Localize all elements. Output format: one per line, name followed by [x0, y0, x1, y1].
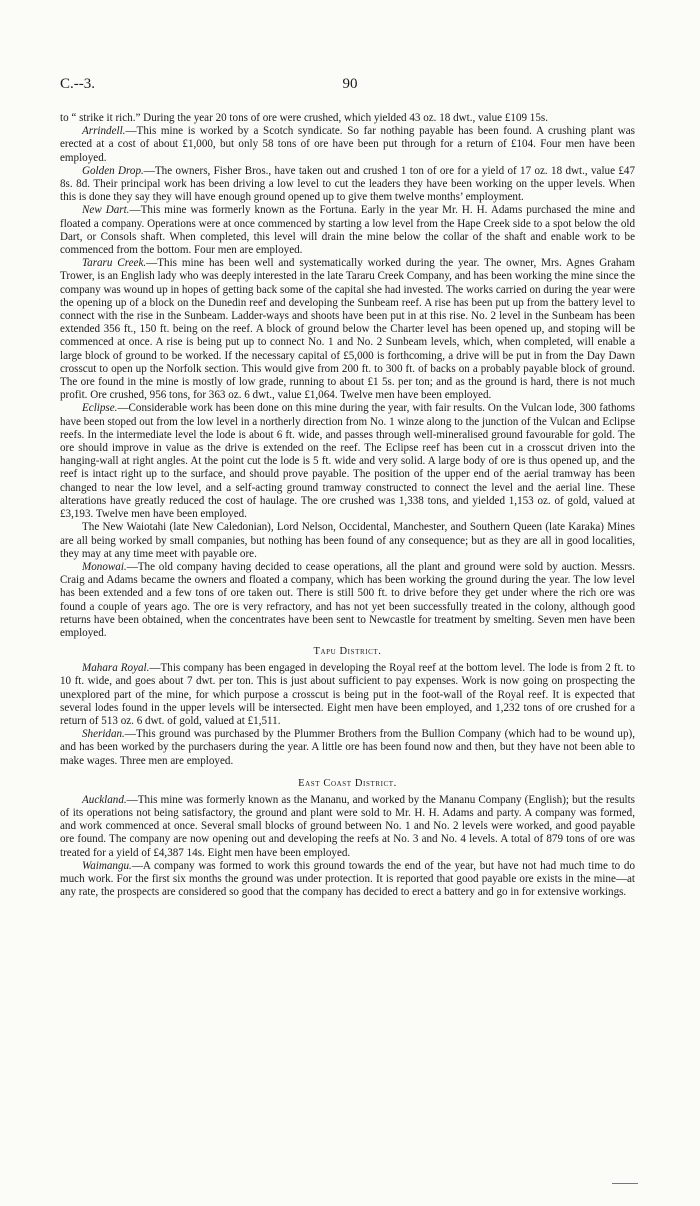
mine-name: New Dart.: [82, 204, 130, 217]
paragraph-monowai: [60, 561, 635, 640]
mine-text: —Considerable work has been done on this mine during the year, with fair results. On the Vulcan lode, 300 fathoms have been stoped out from the low level in a northerly direction from No. 1 winze along to the junction of the Vulcan and Eclipse reefs. In the intermediate level the lode is about 6 ft. wide, and passes through well-mineralised ground favourable for gold. The ore should improve in value as the drive is extended on the reef. The Eclipse reef has been cut in a crosscut driven into the hanging-wall at right angles. At the point cut the lode is 5 ft. wide and very solid. A large body of ore is thus opened up, and the reef is intact right up to the surface, and should prove payable. The position of the upper end of the aerial tramway has been changed to near the low level, and a self-acting ground tramway constructed to connect the level and the aerial line. These alterations have greatly reduced the cost of haulage. The ore crushed was 1,338 tons, and yielded 1,153 oz. of gold, valued at £3,193. Twelve men have been employed.: [60, 402, 635, 521]
paragraph-arrindell: [60, 125, 635, 165]
mine-text: —A company was formed to work this ground towards the end of the year, but have not had much time to do much work. For the first six months the ground was under protection. It is reported that good payable ore exists in the mine—at any rate, the prospects are considered so good that the company has decided to erect a battery and go in for extensive workings.: [60, 859, 635, 899]
paragraph-waimangu: [60, 860, 635, 900]
page-body: [60, 112, 635, 899]
document-reference: C.--3.: [60, 76, 95, 92]
mine-name: Tararu Creek.: [82, 257, 147, 270]
mine-text: —The owners, Fisher Bros., have taken out and crushed 1 ton of ore for a yield of 17 oz. 18 dwt., value £47 8s. 8d. Their principal work has been driving a low level to cut the leaders they have been working on the upper levels. When this is done they say they will have enough ground opened up to give them twelve months’ employment.: [60, 164, 636, 204]
mine-name: Monowai.: [82, 560, 127, 573]
section-heading-tapu: Tapu District.: [313, 646, 382, 658]
mine-name: Mahara Royal.: [82, 662, 150, 675]
mine-name: Golden Drop.: [82, 164, 144, 177]
paragraph-waiotahi: The New Waiotahi (late New Caledonian), Lord Nelson, Occidental, Manchester, and Southern Queen (late Karaka) Mines are all being worked by small companies, but nothing has been found of any consequence; but as they are all in good localities, they may at any time meet with payable ore.: [60, 521, 635, 560]
section-heading-east-coast: East Coast District.: [298, 777, 397, 789]
mine-name: Auckland.: [82, 793, 127, 806]
mine-text: —This mine was formerly known as the Fortuna. Early in the year Mr. H. H. Adams purchased the mine and floated a company. Operations were at once commenced by starting a low level from the Hape Creek side to a spot below the old Dart, or Consols shaft. When completed, this level will drain the mine below the collar of the shaft and enable work to be commenced from the bottom. Four men are employed.: [60, 204, 635, 257]
mine-name: Sheridan.: [82, 728, 125, 741]
mine-text: —This company has been engaged in developing the Royal reef at the bottom level. The lode is from 2 ft. to 10 ft. wide, and goes about 7 dwt. per ton. This is just about sufficient to pay expenses. Work is now going on prospecting the unexplored part of the mine, for which purpose a crosscut is being put in the foot-wall of the Royal reef. It is expected that several lodes found in the upper levels will be intersected. Eight men have been employed, and 1,232 tons of ore crushed for a return of 513 oz. 6 dwt. of gold, valued at £1,511.: [60, 662, 636, 727]
paragraph-auckland: [60, 794, 635, 860]
mine-text: —This mine has been well and systematically worked during the year. The owner, Mrs. Agnes Graham Trower, is an English lady who was deeply interested in the late Tararu Creek Company, and has been working the mine since the company was wound up in hopes of getting back some of the capital she had invested. The works carried on during the year were the opening up of a block on the Dunedin reef and developing the Sunbeam reef. A rise has been put up from the battery level to connect with the rise in the Sunbeam. Ladder-ways and shoots have been put in at this rise. No. 2 level in the Sunbeam has been extended 356 ft., 150 ft. being on the reef. A block of ground below the Charter level has been opened up, and stoping will be commenced at once. A rise is being put up to connect No. 1 and No. 2 Sunbeam levels, which, when completed, will enable a large block of ground to be worked. If the necessary capital of £5,000 is forthcoming, a drive will be put in from the Day Dawn crosscut to open up the Norfolk section. This would give from 200 ft. to 300 ft. of backs on a probably payable block of ground. The ore found in the mine is mostly of low grade, running to about £1 5s. per ton; and as the ground is hard, there is not much profit. Ore crushed, 956 tons, for 363 oz. 6 dwt., value £1,064. Twelve men have been employed.: [60, 257, 635, 402]
mine-name: Arrindell.: [82, 125, 126, 138]
paragraph-sheridan: [60, 728, 635, 768]
mine-name: Waimangu.: [82, 859, 132, 872]
footer-rule: [612, 1183, 638, 1184]
paragraph-continuation: to “ strike it rich.” During the year 20 tons of ore were crushed, which yielded 43 oz. 18 dwt., value £109 15s.: [60, 112, 548, 124]
page-number: 90: [342, 76, 358, 92]
mine-text: —This mine was formerly known as the Mananu, and worked by the Mananu Company (English); but the results of its operations not being satisfactory, the ground and plant were sold to Mr. H. H. Adams and party. A company was formed, and work commenced at once. Several small blocks of ground between No. 1 and No. 2 levels were worked, and good payable ore found. The company are now opening out and developing the reefs at No. 3 and No. 4 levels. A total of 879 tons of ore was treated for a yield of £4,387 14s. Eight men have been employed.: [60, 793, 635, 859]
page-header: [60, 76, 640, 100]
paragraph-eclipse: [60, 402, 635, 521]
paragraph-new-dart: [60, 204, 635, 257]
mine-text: —The old company having decided to cease operations, all the plant and ground were sold by auction. Messrs. Craig and Adams became the owners and floated a company, which has been working the ground during the year. The low level has been extended and a few tons of ore taken out. There is still 500 ft. to drive before they get under where the rich ore was found a couple of years ago. The ore is very refractory, and has not yet been successfully treated in the colony, although good returns have been obtained, when the concentrates have been sent to Newcastle for treatment by smelting. Seven men have been employed.: [60, 560, 635, 639]
paragraph-golden-drop: [60, 165, 635, 205]
paragraph-mahara-royal: [60, 662, 635, 728]
mine-name: Eclipse.: [82, 402, 118, 415]
mine-text: —This ground was purchased by the Plummer Brothers from the Bullion Company (which had to be wound up), and has been worked by the purchasers during the year. A little ore has been found now and then, but they have not been able to make wages. Three men are employed.: [60, 728, 635, 767]
paragraph-tararu-creek: [60, 257, 635, 402]
mine-text: —This mine is worked by a Scotch syndicate. So far nothing payable has been found. A crushing plant was erected at a cost of about £1,000, but only 58 tons of ore have been put through for a return of £104. Four men have been employed.: [60, 125, 635, 164]
